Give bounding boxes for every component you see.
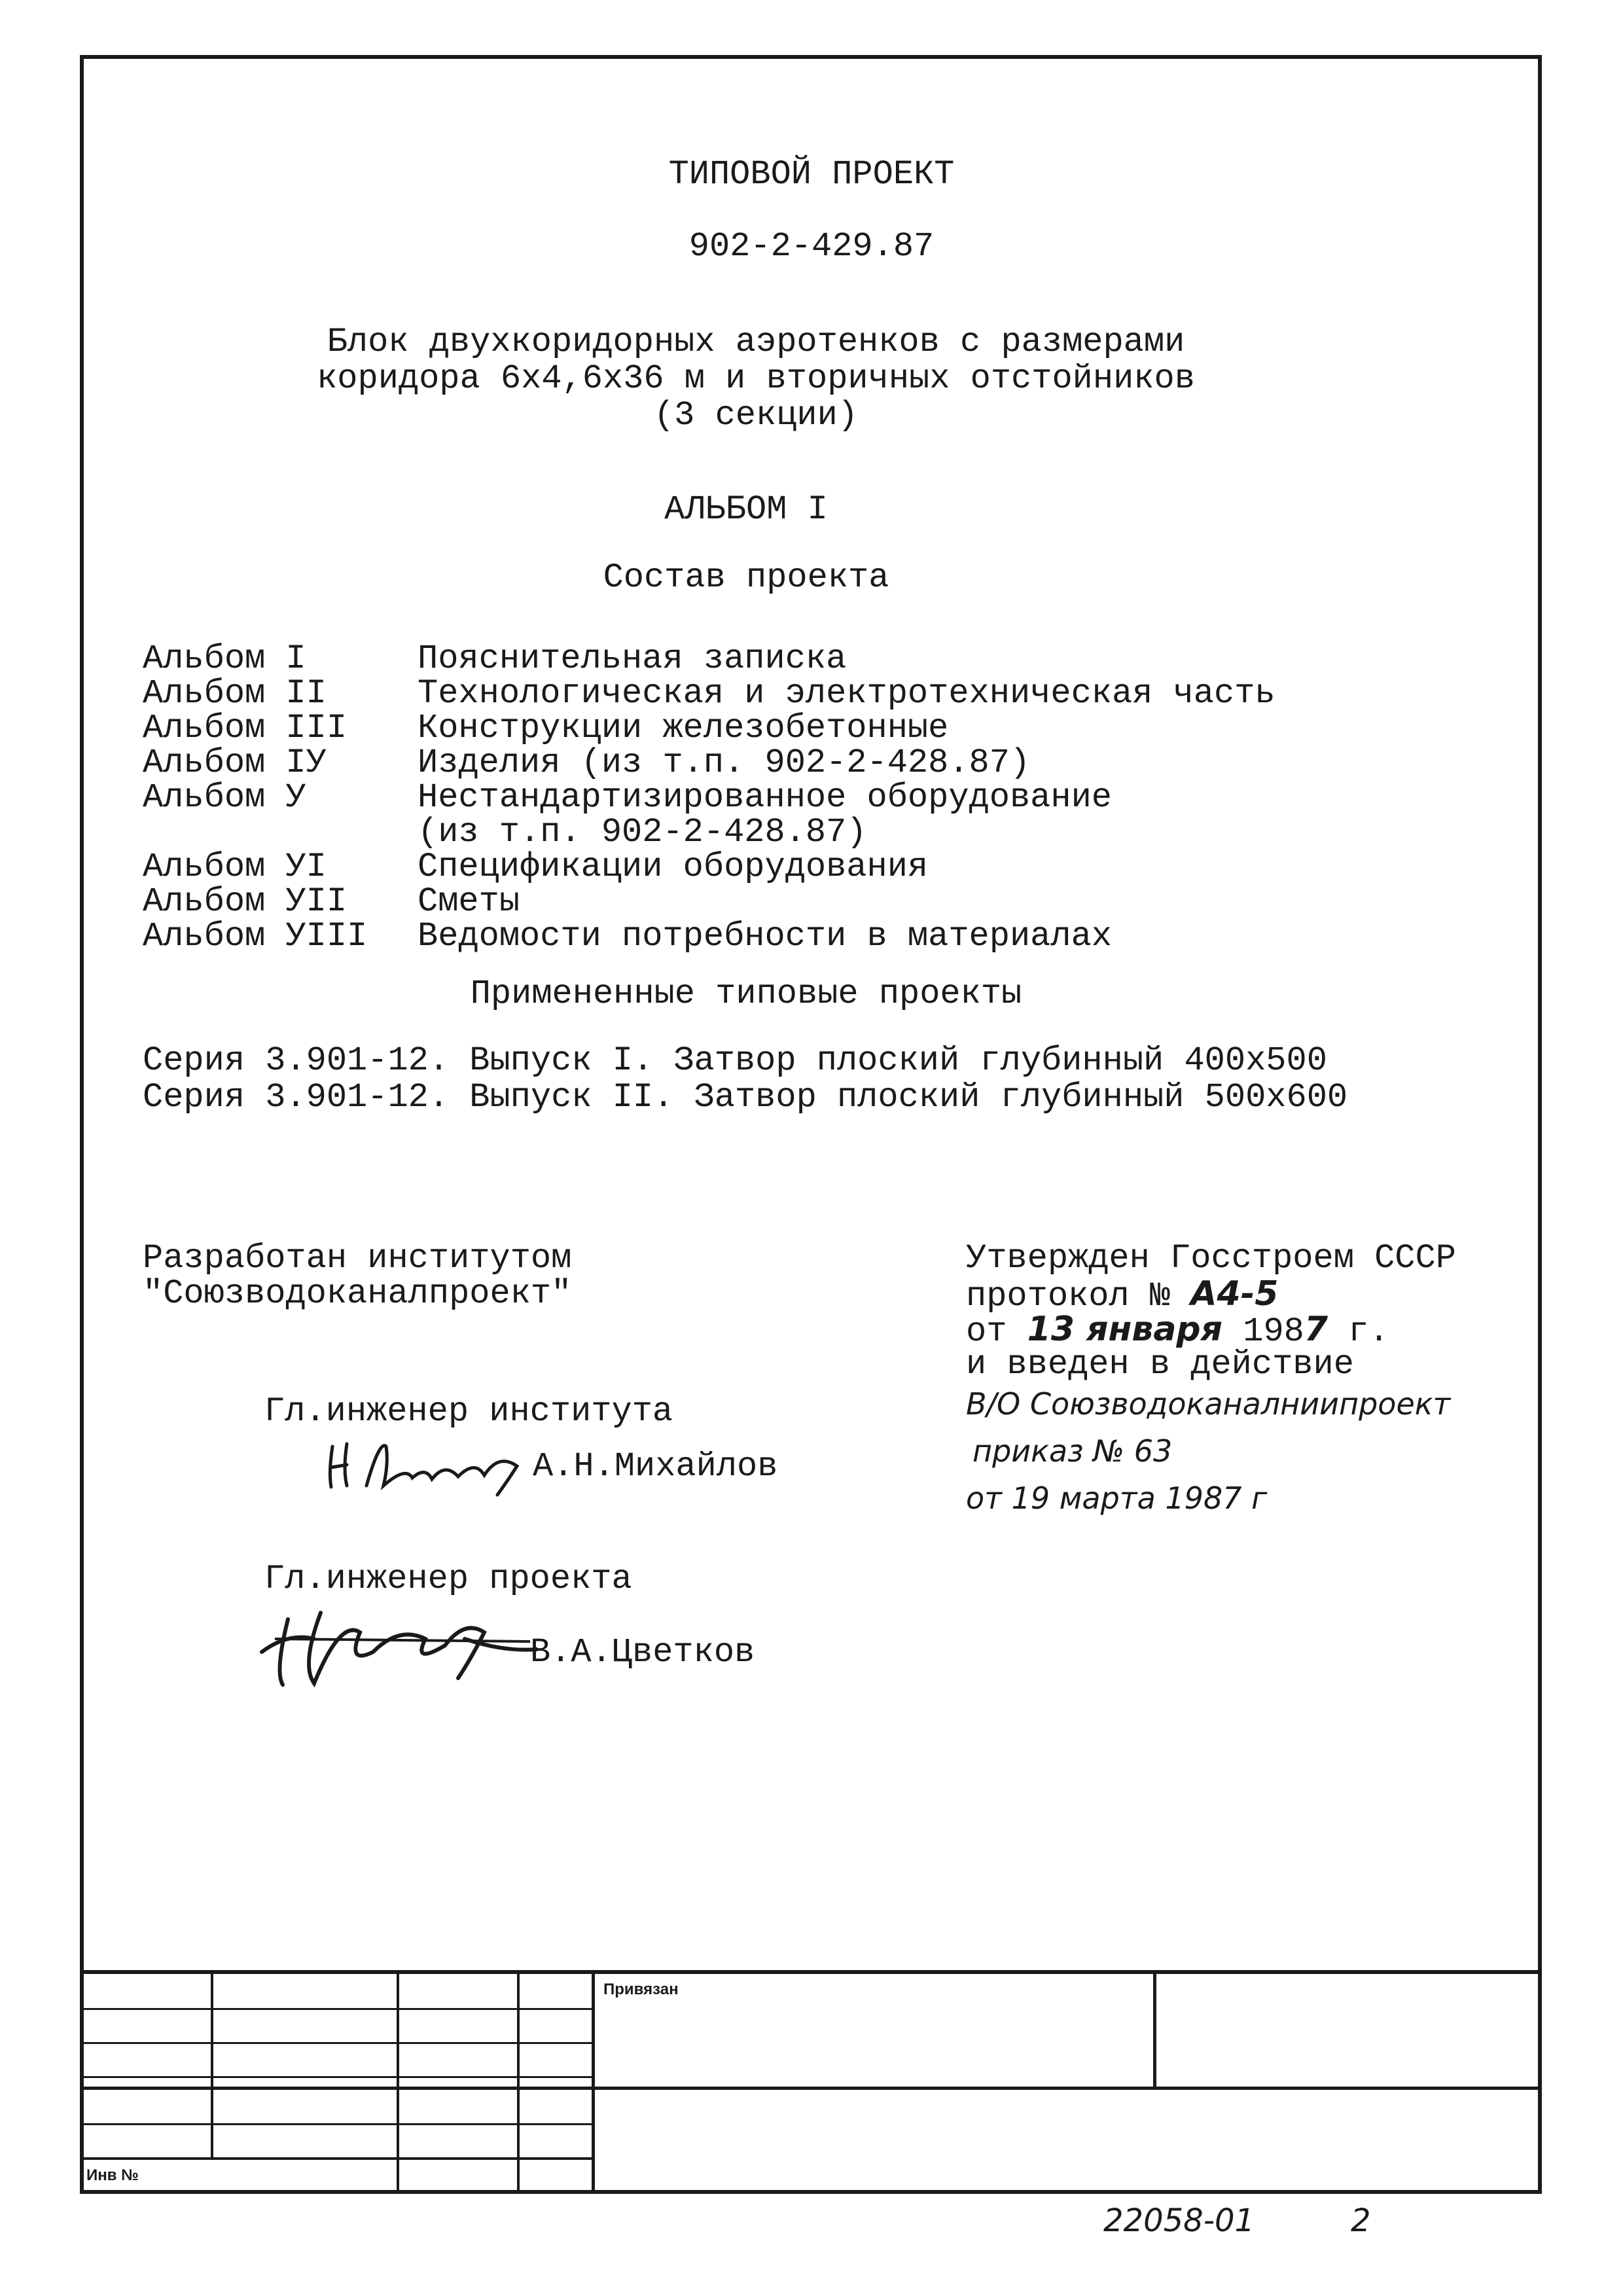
title-line-1: Блок двухкоридорных аэротенков с размерами xyxy=(327,323,1185,361)
album-content: Технологическая и электротехническая часть xyxy=(418,674,1275,713)
album-label: Альбом I xyxy=(143,639,306,678)
approval-protocol xyxy=(966,1276,1278,1314)
approval-line-1: Утвержден Госстроем СССР xyxy=(966,1239,1456,1278)
approval-handwritten-1: В/О Союзводоканалниипроект xyxy=(966,1386,1451,1422)
album-content: Нестандартизированное оборудование (из т.п. 902-2-428.87) xyxy=(418,778,1112,852)
album-label: Альбом У xyxy=(143,778,306,817)
title-line-3: (3 секции) xyxy=(653,396,859,435)
album-row xyxy=(143,676,1275,711)
bound-label: Привязан xyxy=(603,1981,679,1998)
signature-mikhailov-icon xyxy=(321,1427,543,1499)
album-content: Изделия (из т.п. 902-2-428.87) xyxy=(418,744,1031,782)
album-content: Пояснительная записка xyxy=(418,639,847,678)
album-heading: АЛЬБОМ I xyxy=(664,490,828,529)
year-suffix: г. xyxy=(1348,1312,1389,1351)
approval-handwritten-2: приказ № 63 xyxy=(972,1433,1173,1469)
album-list xyxy=(143,641,1275,954)
year-prefix: 198 xyxy=(1243,1312,1304,1351)
approval-handwritten-3: от 19 марта 1987 г xyxy=(966,1480,1268,1516)
approval-date xyxy=(966,1312,1389,1350)
from-label: от xyxy=(966,1312,1007,1351)
album-row xyxy=(143,780,1275,850)
developer-line-2: "Союзводоканалпроект" xyxy=(143,1274,572,1313)
title-block xyxy=(80,1970,1542,2194)
album-label: Альбом III xyxy=(143,709,348,747)
album-label: Альбом УI xyxy=(143,848,327,886)
chief-engineer-project-name: В.А.Цветков xyxy=(530,1633,755,1672)
composition-heading: Состав проекта xyxy=(603,558,889,597)
album-content: Спецификации оборудования xyxy=(418,848,929,886)
album-row xyxy=(143,884,1275,919)
signature-tsvetkov-icon xyxy=(249,1593,556,1691)
album-label: Альбом II xyxy=(143,674,327,713)
album-content: Сметы xyxy=(418,882,520,921)
album-row xyxy=(143,641,1275,676)
album-label: Альбом УII xyxy=(143,882,348,921)
project-type: ТИПОВОЙ ПРОЕКТ xyxy=(668,155,955,194)
page-number: 2 xyxy=(1351,2202,1371,2239)
album-label: Альбом IУ xyxy=(143,744,327,782)
album-row xyxy=(143,711,1275,745)
protocol-label: протокол № xyxy=(966,1277,1171,1316)
year-digit: 7 xyxy=(1304,1310,1329,1349)
album-label: Альбом УIII xyxy=(143,917,368,956)
date-handwritten: 13 января xyxy=(1027,1310,1223,1349)
album-row xyxy=(143,745,1275,780)
album-content: Ведомости потребности в материалах xyxy=(418,917,1112,956)
applied-heading: Примененные типовые проекты xyxy=(470,975,1022,1013)
title-line-2: коридора 6х4,6х36 м и вторичных отстойников xyxy=(317,359,1195,398)
chief-engineer-institute-title: Гл.инженер института xyxy=(264,1392,673,1431)
approval-line-4: и введен в действие xyxy=(966,1345,1354,1384)
album-row xyxy=(143,919,1275,954)
protocol-number: А4-5 xyxy=(1190,1274,1279,1314)
album-content: Конструкции железобетонные xyxy=(418,709,949,747)
inv-label: Инв № xyxy=(86,2166,139,2184)
project-number: 902-2-429.87 xyxy=(688,227,935,266)
developer-line-1: Разработан институтом xyxy=(143,1239,572,1278)
album-row xyxy=(143,850,1275,884)
applied-line-2: Серия 3.901-12. Выпуск II. Затвор плоский глубинный 500х600 xyxy=(143,1078,1348,1117)
chief-engineer-project-title: Гл.инженер проекта xyxy=(264,1560,632,1598)
chief-engineer-institute-name: А.Н.Михайлов xyxy=(533,1447,778,1486)
applied-line-1: Серия 3.901-12. Выпуск I. Затвор плоский глубинный 400х500 xyxy=(143,1041,1327,1080)
doc-code: 22058-01 xyxy=(1103,2202,1255,2239)
